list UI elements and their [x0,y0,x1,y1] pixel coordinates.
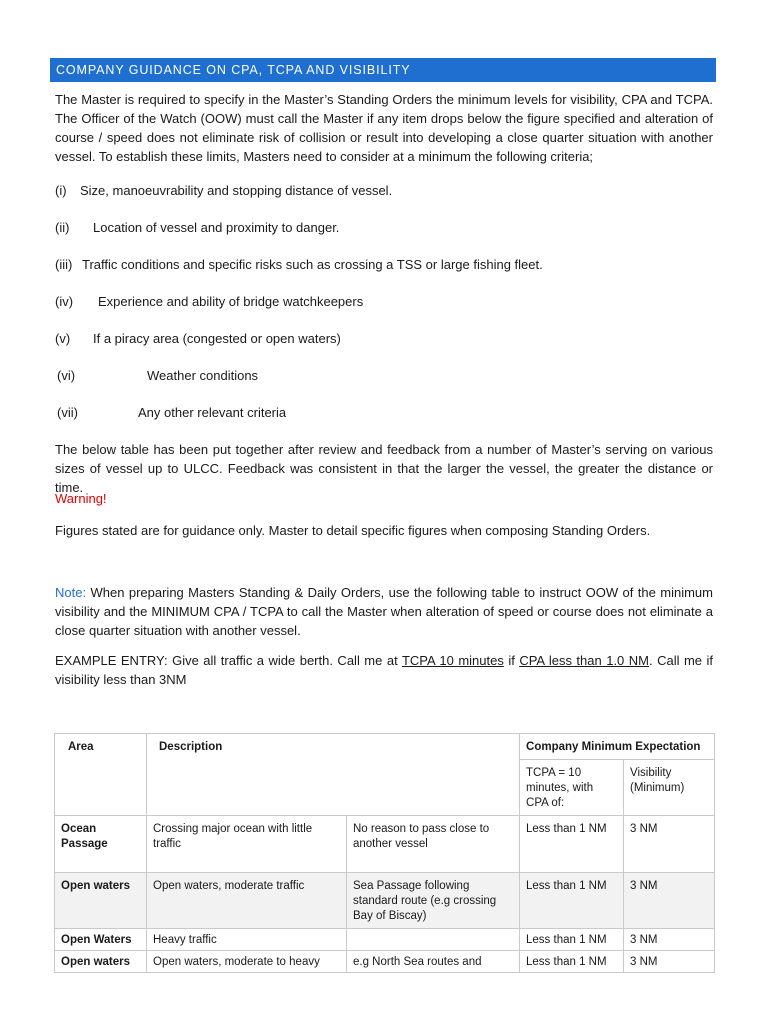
cell-visibility: 3 NM [624,873,715,929]
header-area: Area [55,734,147,816]
cell-note: No reason to pass close to another vessel [347,816,520,873]
example-cpa: CPA less than 1.0 NM [519,653,649,668]
criteria-text: Experience and ability of bridge watchkeepers [98,294,364,309]
cell-note: Sea Passage following standard route (e.g crossing Bay of Biscay) [347,873,520,929]
criteria-number: (vi) [57,368,76,383]
criteria-number: (iii) [55,257,73,272]
criteria-text: If a piracy area (congested or open waters) [93,331,341,346]
section-heading: COMPANY GUIDANCE ON CPA, TCPA AND VISIBILITY [50,58,716,82]
note-paragraph [55,583,713,640]
table-row [55,816,715,873]
example-entry [55,651,713,689]
cell-area: Open waters [55,951,147,973]
example-tcpa: TCPA 10 minutes [401,653,504,668]
criteria-text: Size, manoeuvrability and stopping distance of vessel. [80,183,393,198]
cell-area: Open waters [55,873,147,929]
criteria-text: Any other relevant criteria [138,405,287,420]
criteria-number: (i) [55,183,67,198]
cell-description: Heavy traffic [147,929,347,951]
note-text: When preparing Masters Standing & Daily Orders, use the following table to instruct OOW of the minimum visibility and the MINIMUM CPA / TCPA to call the Master when alteration of speed or course does not eliminate a close quarter situation with another vessel. [55,585,713,638]
criteria-text: Traffic conditions and specific risks such as crossing a TSS or large fishing fleet. [82,257,543,272]
cell-area: Ocean Passage [55,816,147,873]
cell-note [347,929,520,951]
cell-description: Open waters, moderate traffic [147,873,347,929]
table-header-row [55,734,715,760]
cell-cpa: Less than 1 NM [520,873,624,929]
table-intro-paragraph: The below table has been put together after review and feedback from a number of Master’s serving on various sizes of vessel up to ULCC. Feedback was consistent in that the larger the vessel, the greater the distance or time. [55,442,713,495]
example-text: if [503,653,520,668]
cell-description: Crossing major ocean with little traffic [147,816,347,873]
criteria-number: (iv) [55,294,74,309]
cell-visibility: 3 NM [624,929,715,951]
header-description: Description [147,734,520,816]
warning-label: Warning! [55,491,107,506]
cell-area: Open Waters [55,929,147,951]
criteria-text: Weather conditions [147,368,259,383]
criteria-number: (vii) [57,405,78,420]
table-row [55,929,715,951]
criteria-number: (v) [55,331,71,346]
cell-cpa: Less than 1 NM [520,951,624,973]
table-row [55,873,715,929]
cell-cpa: Less than 1 NM [520,929,624,951]
criteria-number: (ii) [55,220,70,235]
cell-description: Open waters, moderate to heavy [147,951,347,973]
example-text: EXAMPLE ENTRY: Give all traffic a wide berth. Call me at [55,653,402,668]
intro-paragraph: The Master is required to specify in the Master’s Standing Orders the minimum levels for visibility, CPA and TCPA. The Officer of the Watch (OOW) must call the Master if any item drops below the figure specified and alteration of course / speed does not eliminate risk of collision or result into developing a close quarter situation with another vessel. To establish these limits, Masters need to consider at a minimum the following criteria; [55,92,713,164]
cell-visibility: 3 NM [624,951,715,973]
header-tcpa: TCPA = 10 minutes, with CPA of: [520,760,624,816]
example-text: . Call me if visibility less than 3NM [55,653,713,687]
warning-text: Figures stated are for guidance only. Master to detail specific figures when composing Standing Orders. [55,523,651,538]
note-label: Note: [55,585,87,600]
cell-note: e.g North Sea routes and [347,951,520,973]
table-row [55,951,715,973]
header-visibility: Visibility (Minimum) [624,760,715,816]
criteria-text: Location of vessel and proximity to danger. [93,220,340,235]
cell-cpa: Less than 1 NM [520,816,624,873]
header-expectation: Company Minimum Expectation [520,734,715,760]
guidance-table [54,733,715,973]
cell-visibility: 3 NM [624,816,715,873]
